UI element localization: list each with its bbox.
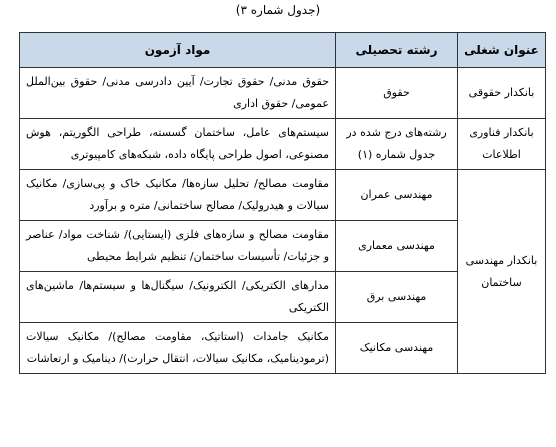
job-title-cell: بانکدار حقوقی	[458, 68, 546, 119]
table-caption: (جدول شماره ۳)	[235, 3, 321, 17]
field-cell: مهندسی مکانیک	[336, 323, 458, 374]
field-cell: مهندسی برق	[336, 272, 458, 323]
table-row	[20, 119, 546, 170]
job-title-cell: بانکدار فناوری اطلاعات	[458, 119, 546, 170]
subjects-cell: سیستم‌های عامل، ساختمان گسسته، طراحی الگوریتم، هوش مصنوعی، اصول طراحی پایگاه داده، شبکه‌های کامپیوتری	[20, 119, 336, 170]
header-job-title: عنوان شغلی	[458, 33, 546, 68]
subjects-cell: مقاومت مصالح و سازه‌های فلزی (ایستایی)/ شناخت مواد/ عناصر و جزئیات/ تأسیسات ساختمان/ تنظیم شرایط محیطی	[20, 221, 336, 272]
field-cell: رشته‌های درج شده در جدول شماره (۱)	[336, 119, 458, 170]
subjects-cell: مقاومت مصالح/ تحلیل سازه‌ها/ مکانیک خاک و پی‌سازی/ مکانیک سیالات و هیدرولیک/ مصالح ساختمانی/ متره و برآورد	[20, 170, 336, 221]
subjects-cell: مکانیک جامدات (استاتیک، مقاومت مصالح)/ مکانیک سیالات (ترمودینامیک، مکانیک سیالات، انتقال حرارت)/ دینامیک و ارتعاشات	[20, 323, 336, 374]
subjects-cell: مدارهای الکتریکی/ الکترونیک/ سیگنال‌ها و سیستم‌ها/ ماشین‌های الکتریکی	[20, 272, 336, 323]
table-header-row	[20, 33, 546, 68]
exam-subjects-table	[19, 32, 546, 374]
subjects-cell: حقوق مدنی/ حقوق تجارت/ آیین دادرسی مدنی/ حقوق بین‌الملل عمومی/ حقوق اداری	[20, 68, 336, 119]
job-title-cell: بانکدار مهندسی ساختمان	[458, 170, 546, 374]
field-cell: مهندسی معماری	[336, 221, 458, 272]
table-row	[20, 170, 546, 221]
header-field-of-study: رشته تحصیلی	[336, 33, 458, 68]
field-cell: حقوق	[336, 68, 458, 119]
field-cell: مهندسی عمران	[336, 170, 458, 221]
header-exam-subjects: مواد آزمون	[20, 33, 336, 68]
table-row	[20, 68, 546, 119]
